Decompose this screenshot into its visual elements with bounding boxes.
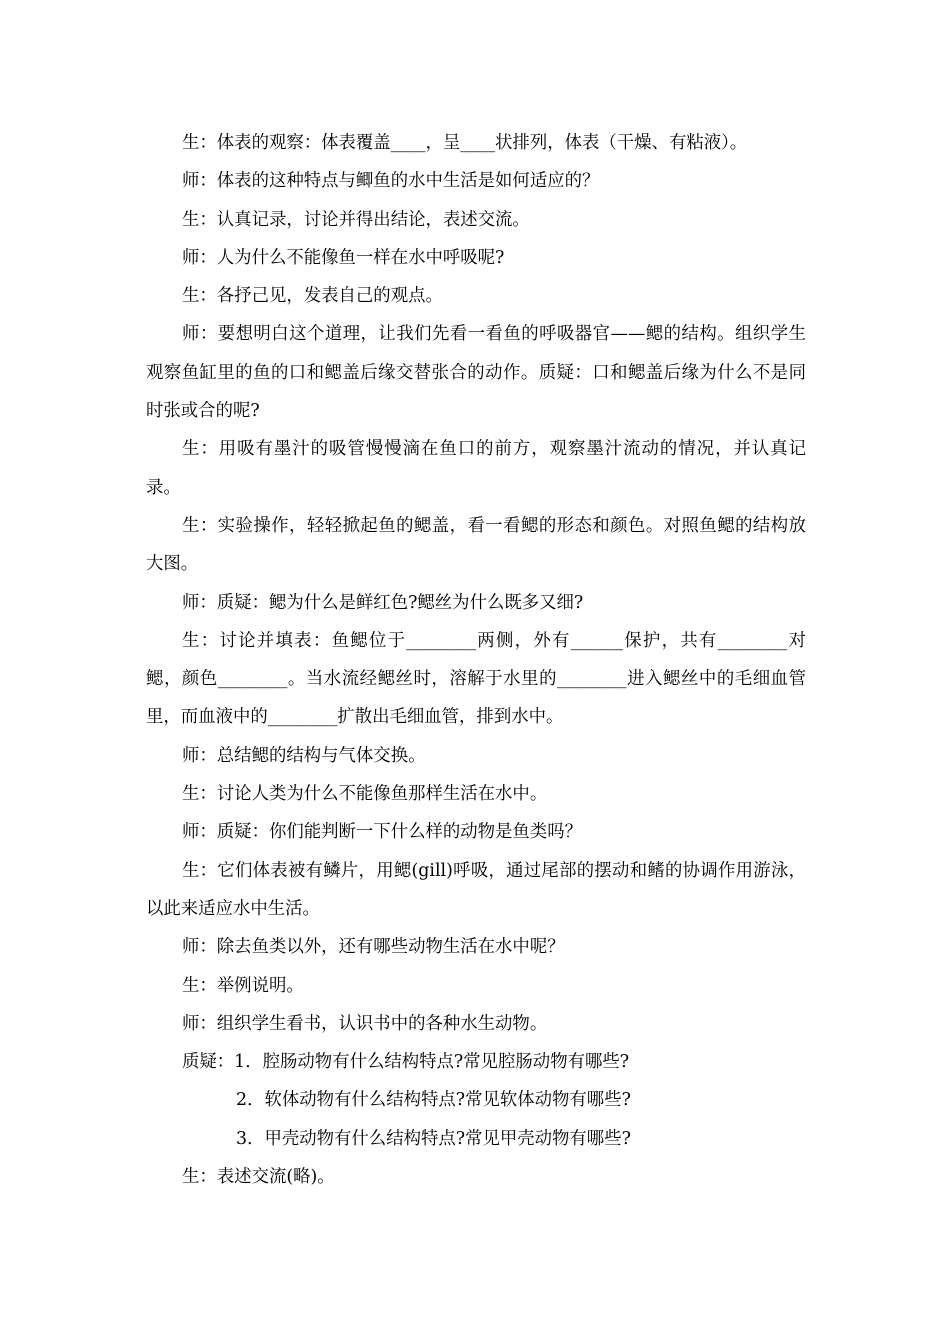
question-item-3: 3．甲壳动物有什么结构特点?常见甲壳动物有哪些?	[236, 1128, 631, 1149]
paragraph: 生：各抒己见，发表自己的观点。	[182, 286, 443, 307]
paragraph: 生：实验操作，轻轻掀起鱼的鳃盖，看一看鳃的形态和颜色。对照鱼鳃的结构放大图。	[146, 515, 806, 575]
paragraph: 师：除去鱼类以外，还有哪些动物生活在水中呢？	[182, 937, 565, 958]
question-item-2: 2．软体动物有什么结构特点?常见软体动物有哪些?	[236, 1090, 631, 1111]
paragraph: 生：讨论并填表：鱼鳃位于________两侧，外有______保护，共有________对鳃，颜色________。当水流经鳃丝时，溶解于水里的________进入鳃丝中的毛细血管里，而血液中的________扩散出毛细血管，排到水中。	[146, 630, 806, 728]
paragraph: 师：质疑：鳃为什么是鲜红色?鳃丝为什么既多又细?	[182, 592, 584, 613]
paragraph: 生：讨论人类为什么不能像鱼那样生活在水中。	[182, 784, 548, 805]
paragraph: 师：组织学生看书，认识书中的各种水生动物。	[182, 1013, 548, 1034]
document-body	[146, 124, 806, 1196]
paragraph: 生：认真记录，讨论并得出结论，表述交流。	[182, 209, 530, 230]
paragraph: 师：要想明白这个道理，让我们先看一看鱼的呼吸器官——鳃的结构。组织学生观察鱼缸里的鱼的口和鳃盖后缘交替张合的动作。质疑：口和鳃盖后缘为什么不是同时张或合的呢?	[146, 324, 806, 422]
question-item-1: 质疑：1．腔肠动物有什么结构特点?常见腔肠动物有哪些?	[182, 1052, 630, 1073]
paragraph: 师：总结鳃的结构与气体交换。	[182, 745, 426, 766]
paragraph: 师：体表的这种特点与鲫鱼的水中生活是如何适应的？	[182, 171, 600, 192]
paragraph: 生：它们体表被有鳞片，用鳃(gill)呼吸，通过尾部的摆动和鳍的协调作用游泳，以此来适应水中生活。	[146, 860, 806, 919]
paragraph: 生：举例说明。	[182, 975, 304, 996]
paragraph: 师：质疑：你们能判断一下什么样的动物是鱼类吗？	[182, 822, 582, 843]
closing-paragraph: 生：表述交流(略)。	[182, 1167, 335, 1188]
paragraph: 生：用吸有墨汁的吸管慢慢滴在鱼口的前方，观察墨汁流动的情况，并认真记录。	[146, 439, 806, 498]
paragraph: 生：体表的观察：体表覆盖____，呈____状排列，体表（干燥、有粘液）。	[182, 133, 748, 153]
paragraph: 师：人为什么不能像鱼一样在水中呼吸呢?	[182, 247, 505, 268]
